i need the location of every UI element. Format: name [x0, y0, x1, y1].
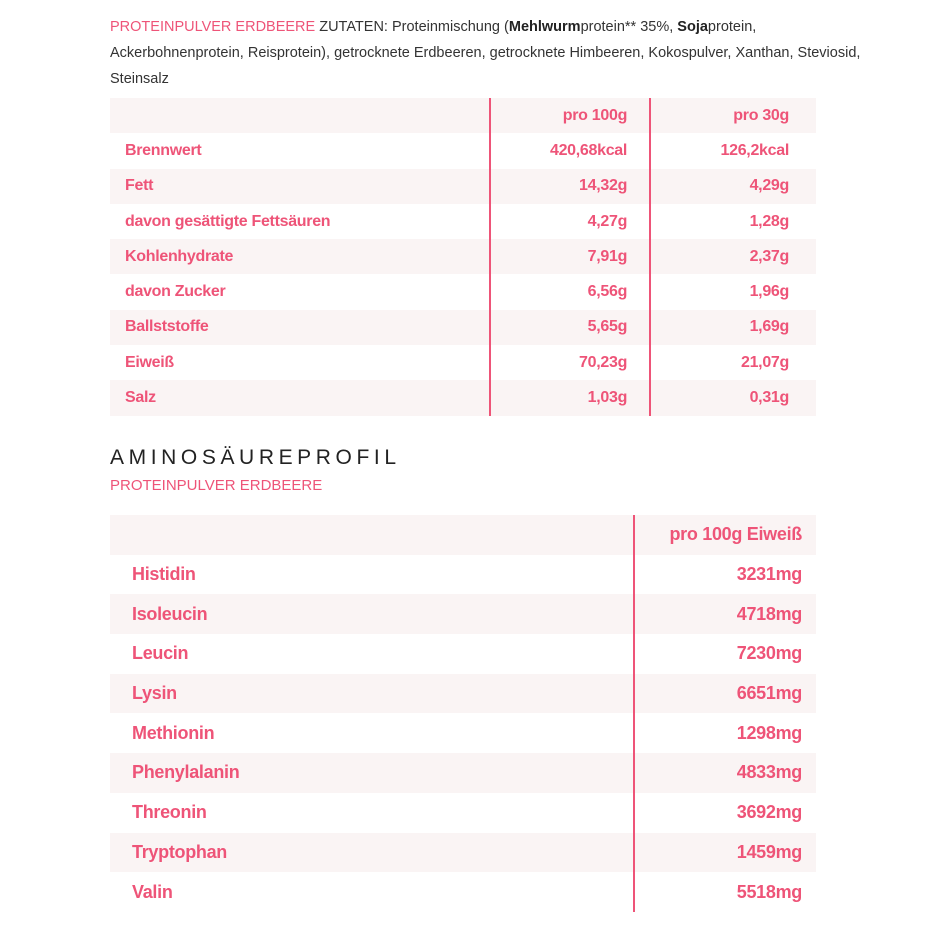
amino-header-row	[110, 515, 816, 555]
nutrition-row	[110, 169, 816, 204]
amino-value: 5518mg	[634, 872, 816, 912]
nutrient-per100: 420,68kcal	[490, 133, 650, 168]
nutrition-header-row	[110, 98, 816, 133]
amino-row	[110, 833, 816, 873]
nutrient-name: Kohlenhydrate	[125, 247, 234, 265]
amino-name: Valin	[132, 881, 173, 902]
nutrition-row	[110, 310, 816, 345]
nutrition-row	[110, 345, 816, 380]
nutrient-per100: 70,23g	[490, 345, 650, 380]
nutrient-per30: 0,31g	[650, 380, 816, 415]
nutrient-per30: 1,28g	[650, 204, 816, 239]
nutrition-header-per100: pro 100g	[490, 98, 650, 133]
amino-name: Lysin	[132, 683, 177, 704]
nutrition-row	[110, 380, 816, 415]
amino-name: Tryptophan	[132, 841, 227, 862]
amino-row	[110, 674, 816, 714]
nutrient-name: Fett	[125, 177, 154, 195]
amino-name: Leucin	[132, 643, 189, 664]
amino-value: 6651mg	[634, 674, 816, 714]
nutrient-name: Eiweiß	[125, 353, 174, 371]
ingredient-text-1: protein** 35%,	[580, 19, 678, 35]
nutrition-row	[110, 204, 816, 239]
nutrient-name: davon Zucker	[125, 283, 226, 301]
ingredient-bold-soja: Soja	[677, 19, 708, 35]
amino-value: 1298mg	[634, 713, 816, 753]
amino-name: Threonin	[132, 802, 207, 823]
amino-value: 7230mg	[634, 634, 816, 674]
nutrient-per30: 1,69g	[650, 310, 816, 345]
nutrient-name: Brennwert	[125, 141, 202, 159]
nutrition-table	[110, 98, 816, 416]
amino-row	[110, 555, 816, 595]
amino-name: Isoleucin	[132, 603, 208, 624]
nutrient-per30: 126,2kcal	[650, 133, 816, 168]
amino-section-title: AMINOSÄUREPROFIL	[110, 446, 401, 469]
nutrient-per30: 1,96g	[650, 274, 816, 309]
nutrient-per100: 7,91g	[490, 239, 650, 274]
amino-section-subtitle: PROTEINPULVER ERDBEERE	[110, 477, 323, 494]
amino-table	[110, 515, 816, 912]
nutrient-per30: 2,37g	[650, 239, 816, 274]
nutrition-row	[110, 133, 816, 168]
amino-header-name	[110, 515, 634, 555]
amino-row	[110, 713, 816, 753]
ingredient-text-2: protein, Ackerbohnenprotein, Reisprotein), getrocknete Erdbeeren, getrocknete Himbeeren, Kokospulver, Xanthan, Steviosid, Steinsalz	[110, 19, 861, 87]
amino-value: 4833mg	[634, 753, 816, 793]
amino-name: Methionin	[132, 722, 215, 743]
amino-row	[110, 753, 816, 793]
nutrition-row	[110, 274, 816, 309]
amino-row	[110, 872, 816, 912]
nutrient-name: davon gesättigte Fettsäuren	[125, 212, 331, 230]
nutrient-name: Ballststoffe	[125, 318, 209, 336]
amino-row	[110, 793, 816, 833]
amino-value: 1459mg	[634, 833, 816, 873]
product-name: PROTEINPULVER ERDBEERE	[110, 19, 316, 35]
nutrient-per100: 6,56g	[490, 274, 650, 309]
nutrition-header-name	[110, 98, 490, 133]
ingredients-text	[110, 14, 870, 92]
nutrition-header-per30: pro 30g	[650, 98, 816, 133]
amino-header-value: pro 100g Eiweiß	[634, 515, 816, 555]
ingredients-label: ZUTATEN: Proteinmischung (	[315, 19, 509, 35]
nutrient-per30: 21,07g	[650, 345, 816, 380]
amino-row	[110, 634, 816, 674]
nutrient-per100: 1,03g	[490, 380, 650, 415]
nutrient-per100: 5,65g	[490, 310, 650, 345]
ingredient-bold-mehlwurm: Mehlwurm	[508, 19, 581, 35]
amino-value: 3692mg	[634, 793, 816, 833]
amino-row	[110, 594, 816, 634]
amino-name: Histidin	[132, 564, 196, 585]
nutrition-row	[110, 239, 816, 274]
nutrient-per30: 4,29g	[650, 169, 816, 204]
nutrient-per100: 14,32g	[490, 169, 650, 204]
amino-value: 4718mg	[634, 594, 816, 634]
nutrient-name: Salz	[125, 389, 156, 407]
amino-value: 3231mg	[634, 555, 816, 595]
nutrient-per100: 4,27g	[490, 204, 650, 239]
amino-name: Phenylalanin	[132, 762, 240, 783]
